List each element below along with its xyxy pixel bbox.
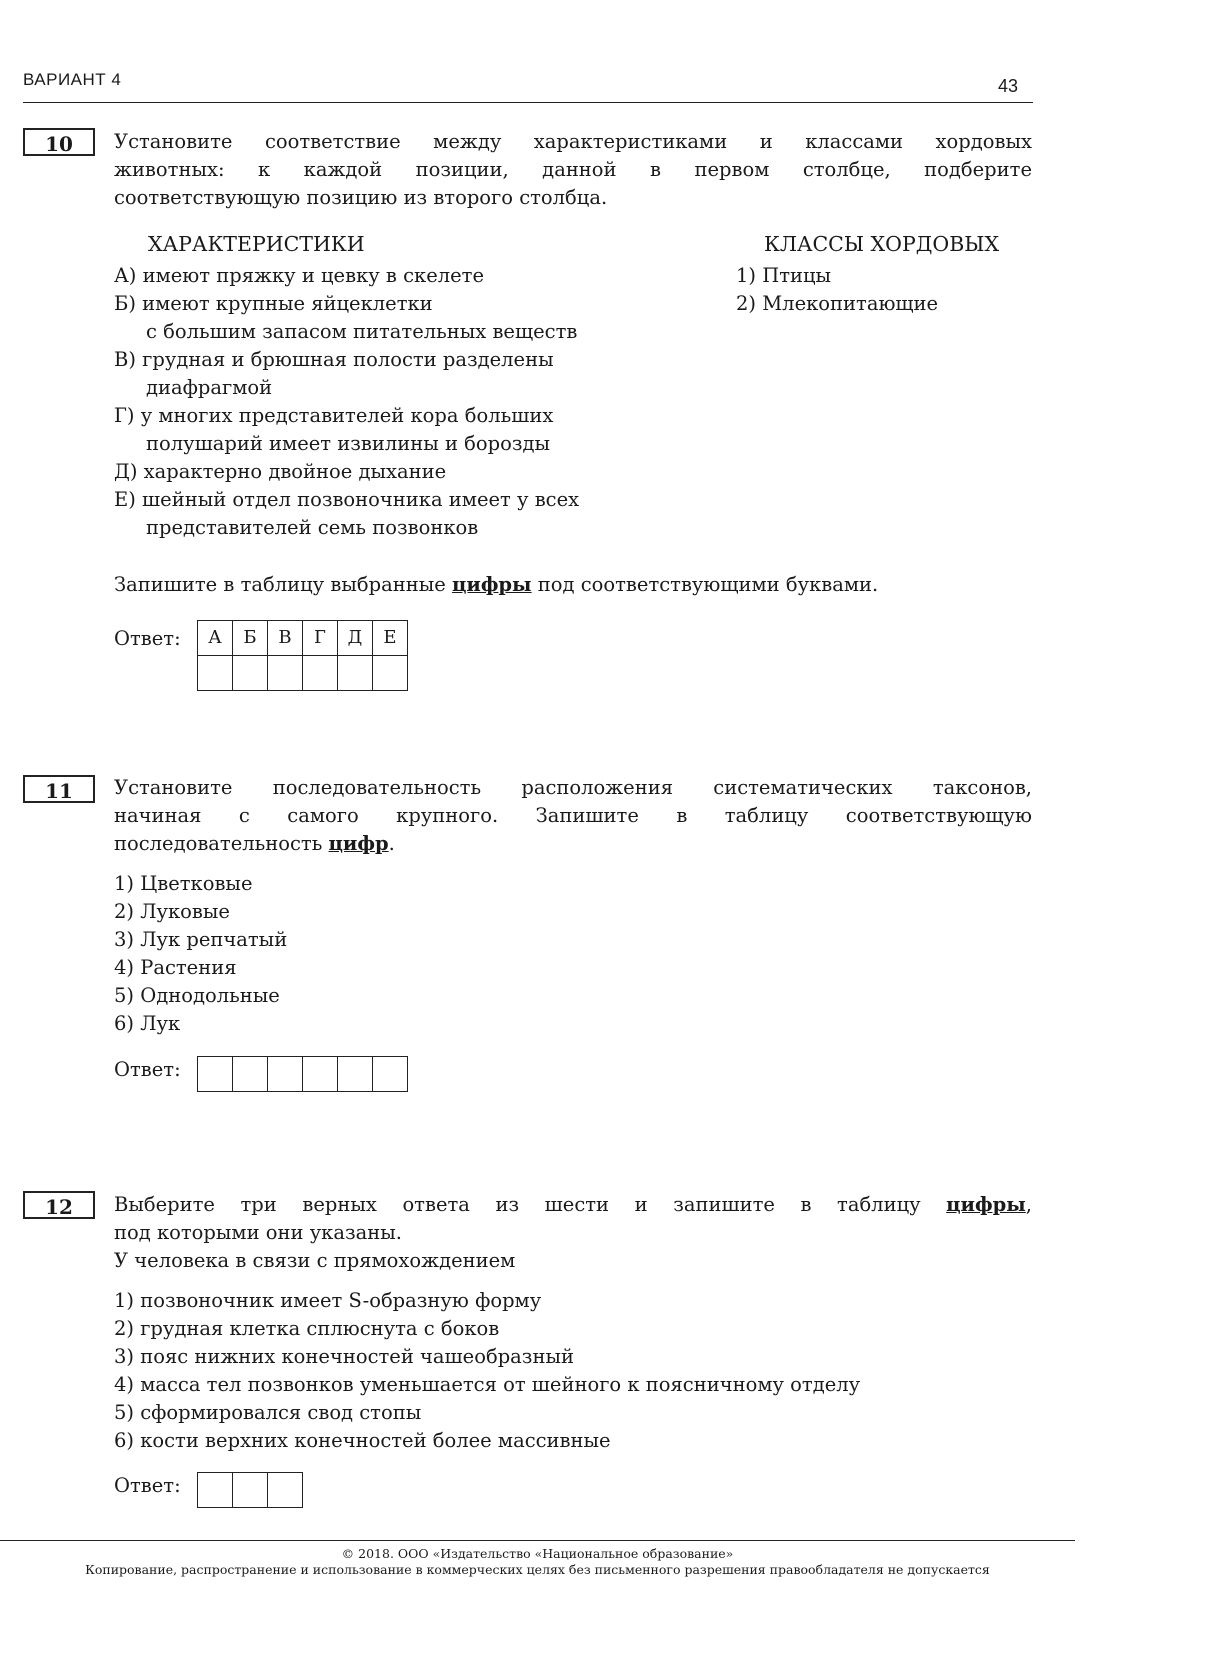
task-11-option-4: 4) Растения xyxy=(114,956,237,979)
answer-cell[interactable] xyxy=(338,656,373,691)
characteristic-e: Е) шейный отдел позвоночника имеет у всех xyxy=(114,488,580,511)
answer-cell[interactable] xyxy=(338,1057,373,1092)
task-12-option-2: 2) грудная клетка сплюснута с боков xyxy=(114,1317,500,1340)
answer-cell[interactable] xyxy=(233,1057,268,1092)
task-12-option-4: 4) масса тел позвонков уменьшается от шейного к поясничному отделу xyxy=(114,1373,861,1396)
class-birds: 1) Птицы xyxy=(736,264,832,287)
answer-cell[interactable] xyxy=(233,656,268,691)
answer-column-letter: В xyxy=(268,621,303,656)
answer-cell[interactable] xyxy=(268,1057,303,1092)
characteristic-a: А) имеют пряжку и цевку в скелете xyxy=(114,264,485,287)
task-11-prompt-line-1: Установите последовательность расположения систематических таксонов, xyxy=(114,776,1032,799)
task-12-option-1: 1) позвоночник имеет S-образную форму xyxy=(114,1289,542,1312)
characteristic-g-cont: полушарий имеет извилины и борозды xyxy=(146,432,551,455)
task-10-number: 10 xyxy=(23,128,95,156)
task-12-option-3: 3) пояс нижних конечностей чашеобразный xyxy=(114,1345,574,1368)
characteristics-heading: ХАРАКТЕРИСТИКИ xyxy=(148,232,365,256)
characteristic-d: Д) характерно двойное дыхание xyxy=(114,460,447,483)
task-11-option-5: 5) Однодольные xyxy=(114,984,280,1007)
page-number: 43 xyxy=(998,76,1019,96)
characteristic-b-cont: с большим запасом питательных веществ xyxy=(146,320,578,343)
task-11-number: 11 xyxy=(23,775,95,803)
task-10-prompt-line-2: животных: к каждой позиции, данной в первом столбце, подберите xyxy=(114,158,1032,181)
task-12-option-6: 6) кости верхних конечностей более массивные xyxy=(114,1429,611,1452)
answer-cell[interactable] xyxy=(303,1057,338,1092)
task-12-prompt-line-2: под которыми они указаны. xyxy=(114,1221,402,1244)
answer-cell[interactable] xyxy=(373,656,408,691)
characteristic-b: Б) имеют крупные яйцеклетки xyxy=(114,292,433,315)
characteristic-e-cont: представителей семь позвонков xyxy=(146,516,479,539)
task-11-prompt-line-2: начиная с самого крупного. Запишите в таблицу соответствующую xyxy=(114,804,1032,827)
task-11-prompt-line-3: последовательность цифр. xyxy=(114,832,395,855)
task-11-option-1: 1) Цветковые xyxy=(114,872,253,895)
variant-label: ВАРИАНТ 4 xyxy=(23,70,122,89)
task-12-answer-label: Ответ: xyxy=(114,1474,181,1497)
task-12-prompt-line-3: У человека в связи с прямохождением xyxy=(114,1249,516,1272)
task-10-answer-label: Ответ: xyxy=(114,627,181,650)
task-12-number: 12 xyxy=(23,1191,95,1219)
task-11-option-3: 3) Лук репчатый xyxy=(114,928,288,951)
classes-heading: КЛАССЫ ХОРДОВЫХ xyxy=(764,232,1000,256)
answer-column-letter: Г xyxy=(303,621,338,656)
task-11-option-6: 6) Лук xyxy=(114,1012,181,1035)
answer-column-letter: Б xyxy=(233,621,268,656)
task-11-answer-table xyxy=(197,1056,408,1092)
task-10-answer-table xyxy=(197,620,408,691)
answer-cell[interactable] xyxy=(303,656,338,691)
answer-cell[interactable] xyxy=(233,1473,268,1508)
characteristic-g: Г) у многих представителей кора больших xyxy=(114,404,554,427)
task-12-option-5: 5) сформировался свод стопы xyxy=(114,1401,422,1424)
answer-cell[interactable] xyxy=(268,656,303,691)
task-10-prompt-line-1: Установите соответствие между характеристиками и классами хордовых xyxy=(114,130,1032,153)
answer-cell[interactable] xyxy=(198,1473,233,1508)
characteristic-v-cont: диафрагмой xyxy=(146,376,273,399)
header-divider xyxy=(23,102,1033,103)
answer-cell[interactable] xyxy=(268,1473,303,1508)
characteristic-v: В) грудная и брюшная полости разделены xyxy=(114,348,554,371)
answer-column-letter: Д xyxy=(338,621,373,656)
answer-cell[interactable] xyxy=(373,1057,408,1092)
answer-column-letter: Е xyxy=(373,621,408,656)
task-10-prompt-line-3: соответствующую позицию из второго столбца. xyxy=(114,186,608,209)
class-mammals: 2) Млекопитающие xyxy=(736,292,939,315)
answer-column-letter: А xyxy=(198,621,233,656)
answer-cell[interactable] xyxy=(198,1057,233,1092)
answer-cell[interactable] xyxy=(198,656,233,691)
task-11-answer-label: Ответ: xyxy=(114,1058,181,1081)
task-12-answer-table xyxy=(197,1472,303,1508)
task-10-instruction: Запишите в таблицу выбранные цифры под соответствующими буквами. xyxy=(114,573,879,596)
task-11-option-2: 2) Луковые xyxy=(114,900,230,923)
footer-divider xyxy=(0,1540,1075,1541)
copyright: © 2018. ООО «Издательство «Национальное образование» xyxy=(341,1546,734,1561)
copy-notice: Копирование, распространение и использование в коммерческих целях без письменного разрешения правообладателя не допускается xyxy=(85,1562,990,1577)
task-12-prompt-line-1: Выберите три верных ответа из шести и запишите в таблицу цифры, xyxy=(114,1193,1032,1216)
